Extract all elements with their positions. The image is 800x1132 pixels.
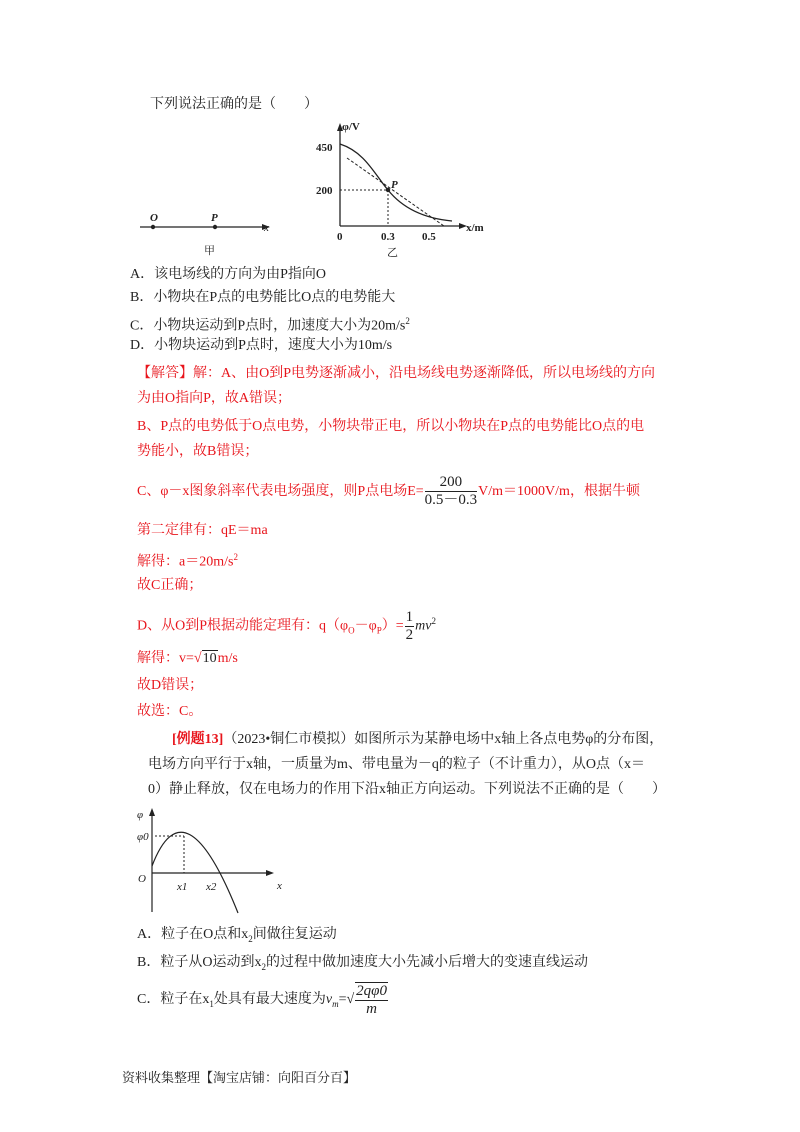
- footer: 资料收集整理【淘宝店铺：向阳百分百】: [122, 1070, 357, 1085]
- example-tag: [例题13]: [172, 732, 224, 747]
- q12-option-b: B．小物块在P点的电势能比O点的电势能大: [130, 290, 396, 305]
- figure-jia: [140, 212, 270, 257]
- x2-label: x2: [206, 881, 217, 893]
- answer-line: 为由O指向P，故A错误；: [137, 391, 292, 406]
- answer-line: 解得：$a=20m/s^2$: [137, 552, 238, 570]
- x-tick-0: 0: [337, 231, 343, 243]
- label-o: O: [150, 212, 158, 224]
- q13-line-2: 电场方向平行于x轴，一质量为m、带电量为－q的粒子（不计重力），从O点（x＝: [148, 757, 645, 772]
- point-p: [213, 225, 217, 229]
- q13-line-1: [例题13]（2023•铜仁市模拟）如图所示为某静电场中x轴上各点电势φ的分布图，: [172, 732, 664, 747]
- answer-line: 第二定律有：qE＝ma: [137, 523, 268, 538]
- figure-yi: [316, 121, 484, 259]
- point-o: [151, 225, 155, 229]
- answer-line-formula-v: D、从O到P根据动能定理有：$q(\varphi_O-\varphi_P)=$ $\frac{1}{2}$ $mv^2$: [137, 608, 436, 643]
- q13-line-3: 0）静止释放，仅在电场力的作用下沿x轴正方向运动。下列说法不正确的是（ ）: [148, 782, 666, 797]
- y-axis-label: φ/V: [342, 121, 360, 133]
- x-label: x: [277, 880, 282, 892]
- x-tick-0.3: 0.3: [381, 231, 395, 243]
- q13-option-a: A．粒子在O点和$x_2$间做往复运动: [137, 927, 337, 944]
- answer-line: B、P点的电势低于O点电势，小物块带正电，所以小物块在P点的电势能比O点的电: [137, 419, 645, 434]
- q13-option-c: C．粒子在$x_1$处具有最大速度为$v_m=√$ $\frac{2q\varphi 0}{m}$: [137, 982, 387, 1017]
- caption-yi: 乙: [387, 247, 398, 259]
- q13-option-b: B．粒子从O运动到$x_2$的过程中做加速度大小先减小后增大的变速直线运动: [137, 955, 588, 972]
- x1-label: x1: [177, 881, 188, 893]
- answer-line: 势能小，故B错误；: [137, 444, 259, 459]
- answer-line: 故D错误；: [137, 678, 204, 693]
- answer-line: 故C正确；: [137, 578, 203, 593]
- caption-jia: 甲: [204, 245, 215, 257]
- point-p: [386, 188, 390, 192]
- q12-option-c: C．小物块运动到P点时，加速度大小为$20m/s^2$: [130, 316, 410, 334]
- q12-prompt: 下列说法正确的是（ ）: [150, 97, 318, 112]
- answer-line: 解得：v=√10m/s: [137, 651, 238, 666]
- label-x: x: [264, 222, 269, 234]
- q12-option-a: A．该电场线的方向为由P指向O: [130, 267, 327, 282]
- answer-line: 故选：C。: [137, 704, 203, 719]
- tangent-line: [347, 158, 444, 226]
- phi0-label: φ0: [137, 831, 149, 843]
- x-tick-0.5: 0.5: [422, 231, 436, 243]
- answer-line: 【解答】解：A、由O到P电势逐渐减小，沿电场线电势逐渐降低，所以电场线的方向: [137, 366, 656, 381]
- label-p: P: [391, 179, 398, 191]
- figure-q13: [137, 808, 282, 913]
- answer-line-formula-e: C、φ－x图象斜率代表电场强度，则P点电场E= $\frac{200}{0.5-0.3}$ V/m＝1000V/m，根据牛顿: [137, 474, 640, 509]
- x-axis-label: x/m: [466, 222, 484, 234]
- label-p: P: [211, 212, 218, 224]
- y-tick-200: 200: [316, 185, 333, 197]
- y-label: φ: [137, 809, 144, 821]
- y-tick-450: 450: [316, 142, 333, 154]
- q12-option-d: D．小物块运动到P点时，速度大小为10m/s: [130, 338, 393, 353]
- origin-label: O: [138, 873, 146, 885]
